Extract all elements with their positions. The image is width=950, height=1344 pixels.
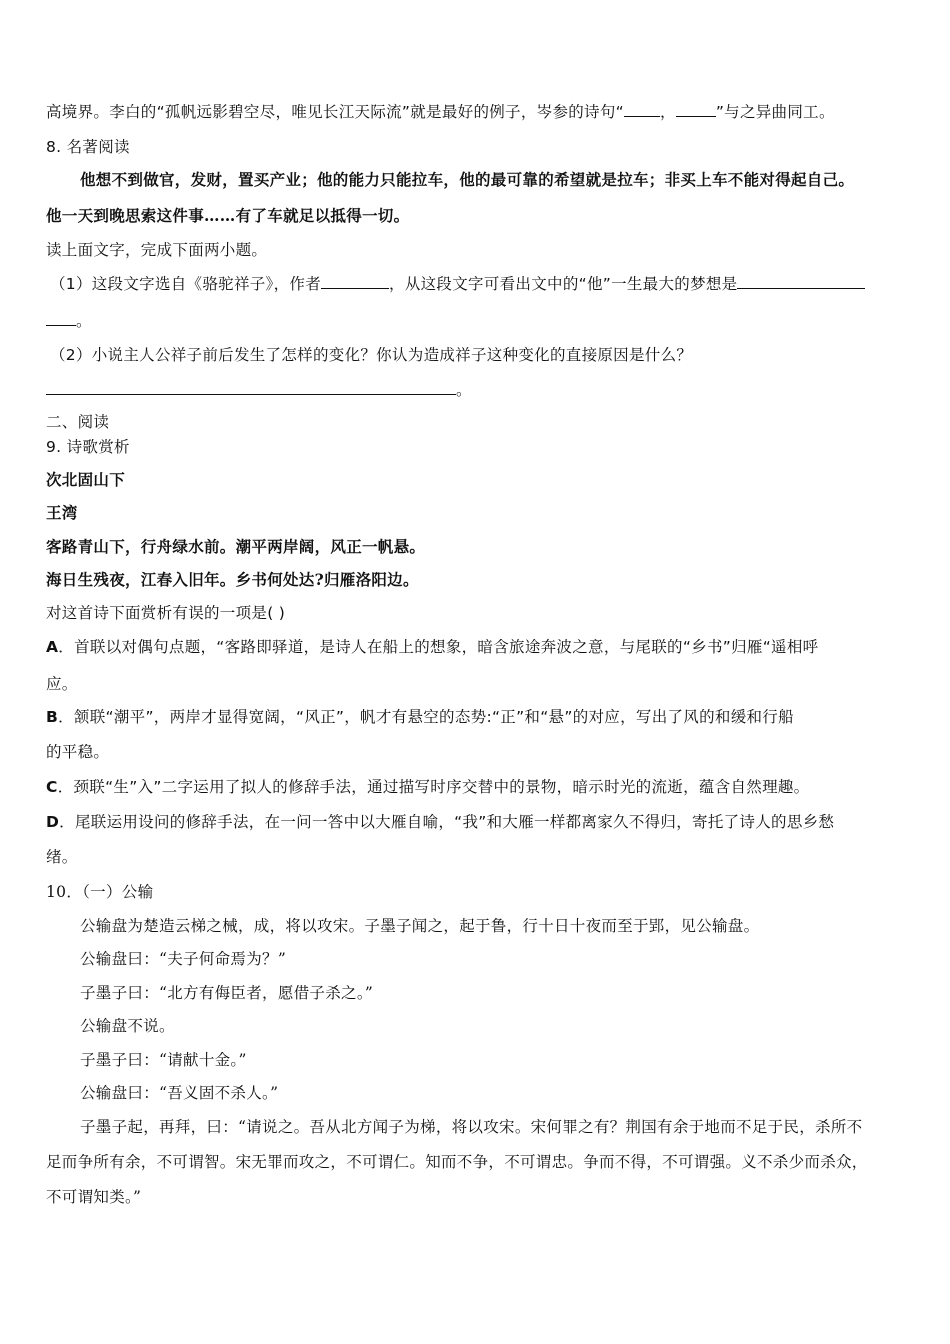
text: ，从这段文字可看出文中的“他”一生最大的梦想是 (389, 275, 738, 293)
q10-heading: 10．（一）公输 (46, 883, 154, 901)
text: ， (660, 103, 676, 121)
poem-title: 次北固山下 (46, 470, 126, 489)
author-blank[interactable] (321, 274, 389, 289)
answer-blank[interactable] (676, 102, 716, 117)
option-text: ．首联以对偶句点题，“客路即驿道，是诗人在船上的想象，暗含旅途奔波之意，与尾联的“乡书”归雁“遥相呼 (58, 638, 819, 656)
passage-line: 子墨子曰：“北方有侮臣者，愿借子杀之。” (80, 984, 374, 1002)
option-letter: A (46, 638, 59, 656)
answer-blank[interactable] (46, 380, 456, 395)
passage-line: 不可谓知类。” (46, 1188, 142, 1206)
q8-passage: 他想不到做官，发财，置买产业；他的能力只能拉车，他的最可靠的希望就是拉车；非买上车不能对得起自己。 (80, 170, 855, 189)
option-text: ．颈联“生”入”二字运用了拟人的修辞手法，通过描写时序交替中的景物，暗示时光的流逝，蕴含自然理趣。 (57, 778, 810, 796)
q8-passage: 他一天到晚思索这件事……有了车就足以抵得一切。 (46, 206, 410, 225)
text: ”与之异曲同工。 (715, 103, 835, 121)
q9-question: 对这首诗下面赏析有误的一项是( ) (46, 604, 286, 622)
option-a[interactable] (46, 637, 818, 657)
option-b-cont: 的平稳。 (46, 743, 110, 761)
option-a-cont: 应。 (46, 675, 78, 693)
q8-sub1 (50, 274, 865, 294)
passage-line: 子墨子起，再拜，曰：“请说之。吾从北方闻子为梯，将以攻宋。宋何罪之有？荆国有余于地而不足于民，杀所不 (80, 1118, 863, 1136)
option-text: ．尾联运用设问的修辞手法，在一问一答中以大雁自喻，“我”和大雁一样都离家久不得归，寄托了诗人的思乡愁 (59, 813, 835, 831)
option-text: ．颔联“潮平”，两岸才显得宽阔，“风正”，帆才有悬空的态势:“正”和“悬”的对应，写出了风的和缓和行船 (58, 708, 794, 726)
poem-line: 客路青山下，行舟绿水前。潮平两岸阔，风正一帆悬。 (46, 537, 426, 556)
passage-line: 足而争所有余，不可谓智。宋无罪而攻之，不可谓仁。知而不争，不可谓忠。争而不得，不可谓强。义不杀少而杀众， (46, 1153, 868, 1171)
option-c[interactable] (46, 777, 809, 797)
q8-sub2: （2）小说主人公祥子前后发生了怎样的变化？你认为造成祥子这种变化的直接原因是什么？ (50, 346, 693, 364)
option-d-cont: 绪。 (46, 848, 78, 866)
q8-heading: 8. 名著阅读 (46, 138, 130, 156)
q8-sub1-end (46, 311, 92, 331)
text: 。 (76, 312, 92, 330)
poem-author: 王湾 (46, 503, 78, 522)
option-letter: B (46, 708, 59, 726)
text: （1）这段文字选自《骆驼祥子》，作者 (50, 275, 322, 293)
q7-tail (46, 102, 835, 122)
passage-line: 公输盘曰：“吾义固不杀人。” (80, 1084, 279, 1102)
text: 高境界。李白的“孤帆远影碧空尽，唯见长江天际流”就是最好的例子，岑参的诗句“ (46, 103, 624, 121)
option-b[interactable] (46, 707, 794, 727)
q8-instruction: 读上面文字，完成下面两小题。 (46, 241, 268, 259)
answer-blank[interactable] (624, 102, 660, 117)
option-letter: C (46, 778, 58, 796)
text: 。 (456, 381, 472, 399)
option-letter: D (46, 813, 60, 831)
poem-line: 海日生残夜，江春入旧年。乡书何处达?归雁洛阳边。 (46, 570, 419, 589)
dream-blank-cont[interactable] (46, 311, 76, 326)
section-heading: 二、阅读 (46, 413, 110, 431)
dream-blank[interactable] (737, 274, 865, 289)
passage-line: 子墨子曰：“请献十金。” (80, 1051, 247, 1069)
passage-line: 公输盘曰：“夫子何命焉为？” (80, 950, 287, 968)
q9-heading: 9. 诗歌赏析 (46, 438, 130, 456)
option-d[interactable] (46, 812, 834, 832)
passage-line: 公输盘为楚造云梯之械，成，将以攻宋。子墨子闻之，起于鲁，行十日十夜而至于郢，见公输盘。 (80, 917, 760, 935)
passage-line: 公输盘不说。 (80, 1017, 175, 1035)
q8-sub2-answer (46, 380, 472, 400)
